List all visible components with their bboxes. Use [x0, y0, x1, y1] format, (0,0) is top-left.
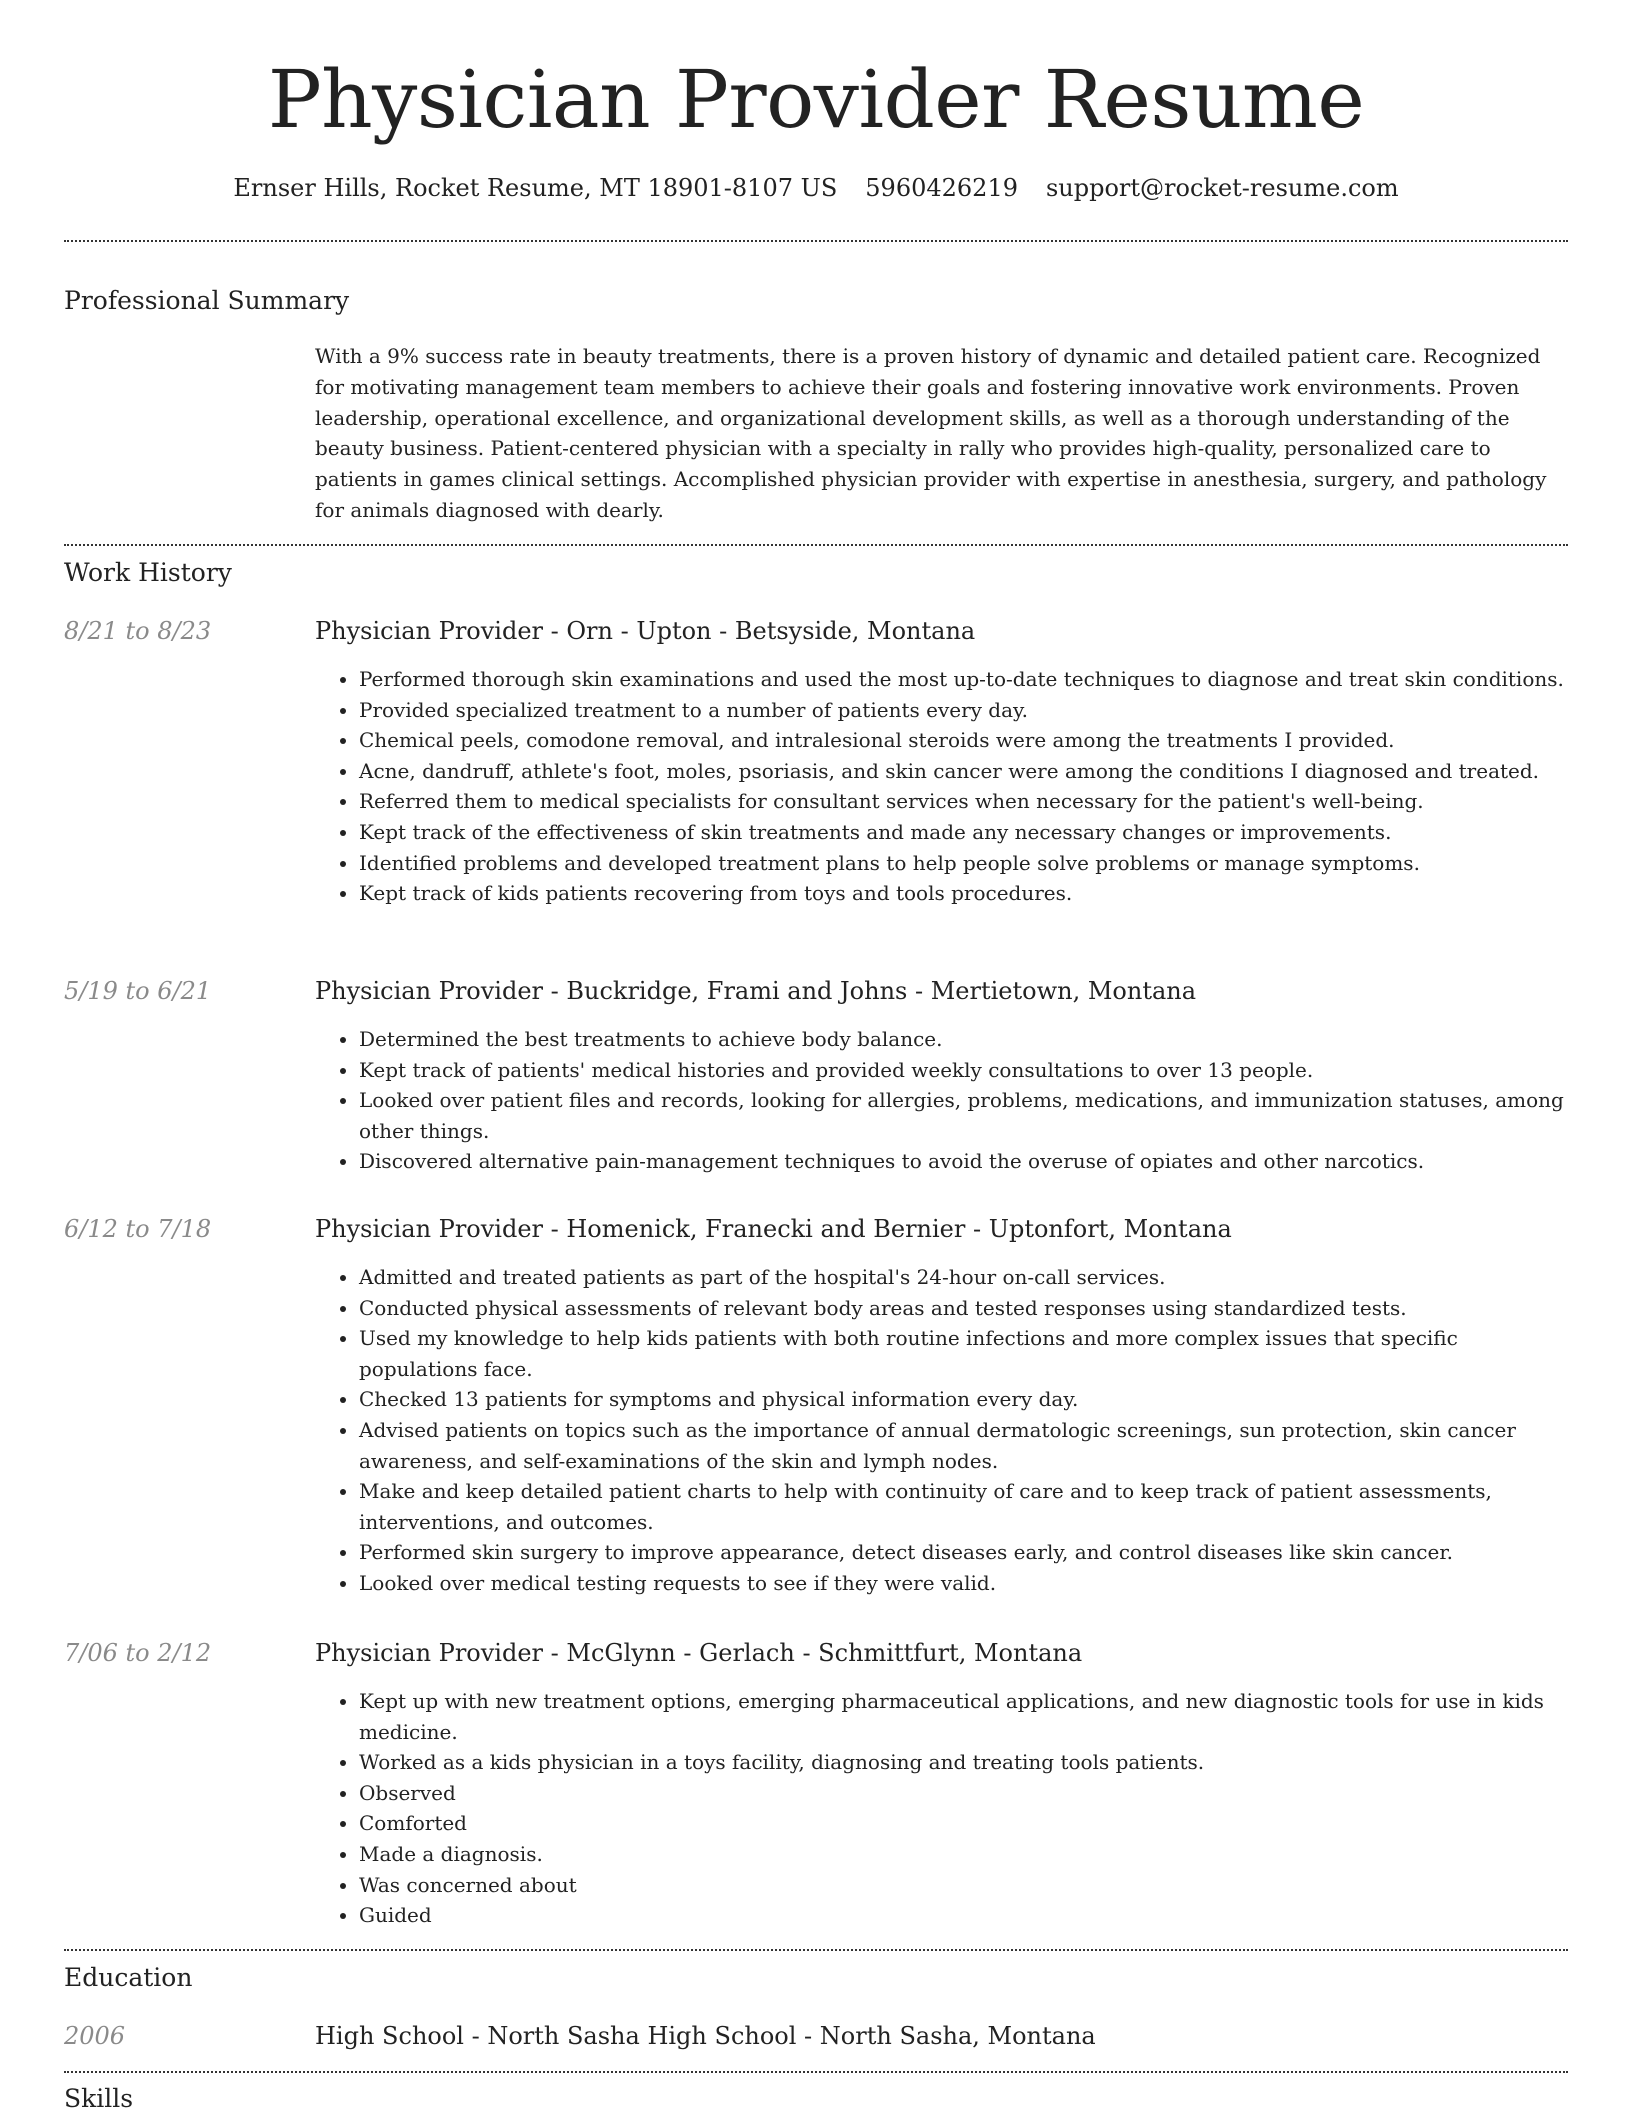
job-bullets: [315, 1262, 1568, 1599]
job-bullet: • Worked as a kids physician in a toys facility, diagnosing and treating tools patients.: [359, 1747, 1568, 1778]
job-dates: 8/21 to 8/23: [64, 617, 212, 645]
section-divider: [64, 1949, 1568, 1951]
job-title: Physician Provider - Orn - Upton - Betsyside, Montana: [315, 617, 976, 645]
contact-email[interactable]: support@rocket-resume.com: [1045, 174, 1399, 202]
job-bullet: • Used my knowledge to help kids patients with both routine infections and more complex issues that specific populations face.: [359, 1323, 1568, 1384]
job-title: Physician Provider - McGlynn - Gerlach - Schmittfurt, Montana: [315, 1639, 1083, 1667]
job-bullet: • Looked over medical testing requests to see if they were valid.: [359, 1568, 1568, 1599]
job-bullet: • Looked over patient files and records, looking for allergies, problems, medications, and immunization statuses, among other things.: [359, 1085, 1568, 1146]
job-bullets: [315, 1024, 1568, 1177]
contact-address: Ernser Hills, Rocket Resume, MT 18901-8107 US: [233, 174, 838, 202]
education-year: 2006: [64, 2022, 126, 2050]
contact-phone: 5960426219: [865, 174, 1018, 202]
job-bullet: • Chemical peels, comodone removal, and intralesional steroids were among the treatments I provided.: [359, 725, 1568, 756]
job-bullet: • Conducted physical assessments of relevant body areas and tested responses using standardized tests.: [359, 1293, 1568, 1324]
education-heading: Education: [64, 1963, 193, 1992]
job-dates: 6/12 to 7/18: [64, 1215, 212, 1243]
section-divider: [64, 240, 1568, 242]
education-entry: High School - North Sasha High School - North Sasha, Montana: [315, 2022, 1096, 2050]
job-bullet: • Make and keep detailed patient charts to help with continuity of care and to keep track of patient assessments, interventions, and outcomes.: [359, 1476, 1568, 1537]
job-bullets: [315, 664, 1568, 909]
job-bullet: • Determined the best treatments to achieve body balance.: [359, 1024, 1568, 1055]
job-bullet: • Was concerned about: [359, 1870, 1568, 1901]
job-bullet: • Performed thorough skin examinations and used the most up-to-date techniques to diagnose and treat skin conditions.: [359, 664, 1568, 695]
job-bullet: • Kept up with new treatment options, emerging pharmaceutical applications, and new diagnostic tools for use in kids medicine.: [359, 1686, 1568, 1747]
job-bullet: • Identified problems and developed treatment plans to help people solve problems or manage symptoms.: [359, 848, 1568, 879]
skills-heading: Skills: [64, 2084, 134, 2113]
job-bullet: • Admitted and treated patients as part of the hospital's 24-hour on-call services.: [359, 1262, 1568, 1293]
work-history-heading: Work History: [64, 558, 232, 587]
job-bullet: • Referred them to medical specialists for consultant services when necessary for the patient's well-being.: [359, 786, 1568, 817]
job-bullet: • Kept track of the effectiveness of skin treatments and made any necessary changes or improvements.: [359, 817, 1568, 848]
job-bullet: • Kept track of kids patients recovering from toys and tools procedures.: [359, 878, 1568, 909]
job-dates: 5/19 to 6/21: [64, 977, 212, 1005]
job-bullets: [315, 1686, 1568, 1931]
resume-title: Physician Provider Resume: [267, 53, 1365, 146]
job-bullet: • Provided specialized treatment to a number of patients every day.: [359, 695, 1568, 726]
job-bullet: • Comforted: [359, 1808, 1568, 1839]
summary-heading: Professional Summary: [64, 286, 350, 315]
section-divider: [64, 544, 1568, 546]
job-bullet: • Advised patients on topics such as the importance of annual dermatologic screenings, sun protection, skin cancer awareness, and self-examinations of the skin and lymph nodes.: [359, 1415, 1568, 1476]
job-bullet: • Guided: [359, 1900, 1568, 1931]
section-divider: [64, 2071, 1568, 2073]
job-bullet: • Kept track of patients' medical histories and provided weekly consultations to over 13 people.: [359, 1055, 1568, 1086]
job-dates: 7/06 to 2/12: [64, 1639, 212, 1667]
contact-line: [64, 170, 1568, 206]
job-bullet: • Checked 13 patients for symptoms and physical information every day.: [359, 1384, 1568, 1415]
job-bullet: • Acne, dandruff, athlete's foot, moles, psoriasis, and skin cancer were among the conditions I diagnosed and treated.: [359, 756, 1568, 787]
job-title: Physician Provider - Buckridge, Frami and Johns - Mertietown, Montana: [315, 977, 1197, 1005]
job-bullet: • Observed: [359, 1778, 1568, 1809]
job-title: Physician Provider - Homenick, Franecki and Bernier - Uptonfort, Montana: [315, 1215, 1232, 1243]
summary-text: With a 9% success rate in beauty treatments, there is a proven history of dynamic and detailed patient care. Recognized for motivating management team members to achieve their goals and fostering innovative work environments. Proven leadership, operational excellence, and organizational development skills, as well as a thorough understanding of the beauty business. Patient-centered physician with a specialty in rally who provides high-quality, personalized care to patients in games clinical settings. Accomplished physician provider with expertise in anesthesia, surgery, and pathology for animals diagnosed with dearly.: [315, 344, 1547, 522]
job-bullet: • Discovered alternative pain-management techniques to avoid the overuse of opiates and other narcotics.: [359, 1146, 1568, 1177]
job-bullet: • Made a diagnosis.: [359, 1839, 1568, 1870]
job-bullet: • Performed skin surgery to improve appearance, detect diseases early, and control diseases like skin cancer.: [359, 1537, 1568, 1568]
